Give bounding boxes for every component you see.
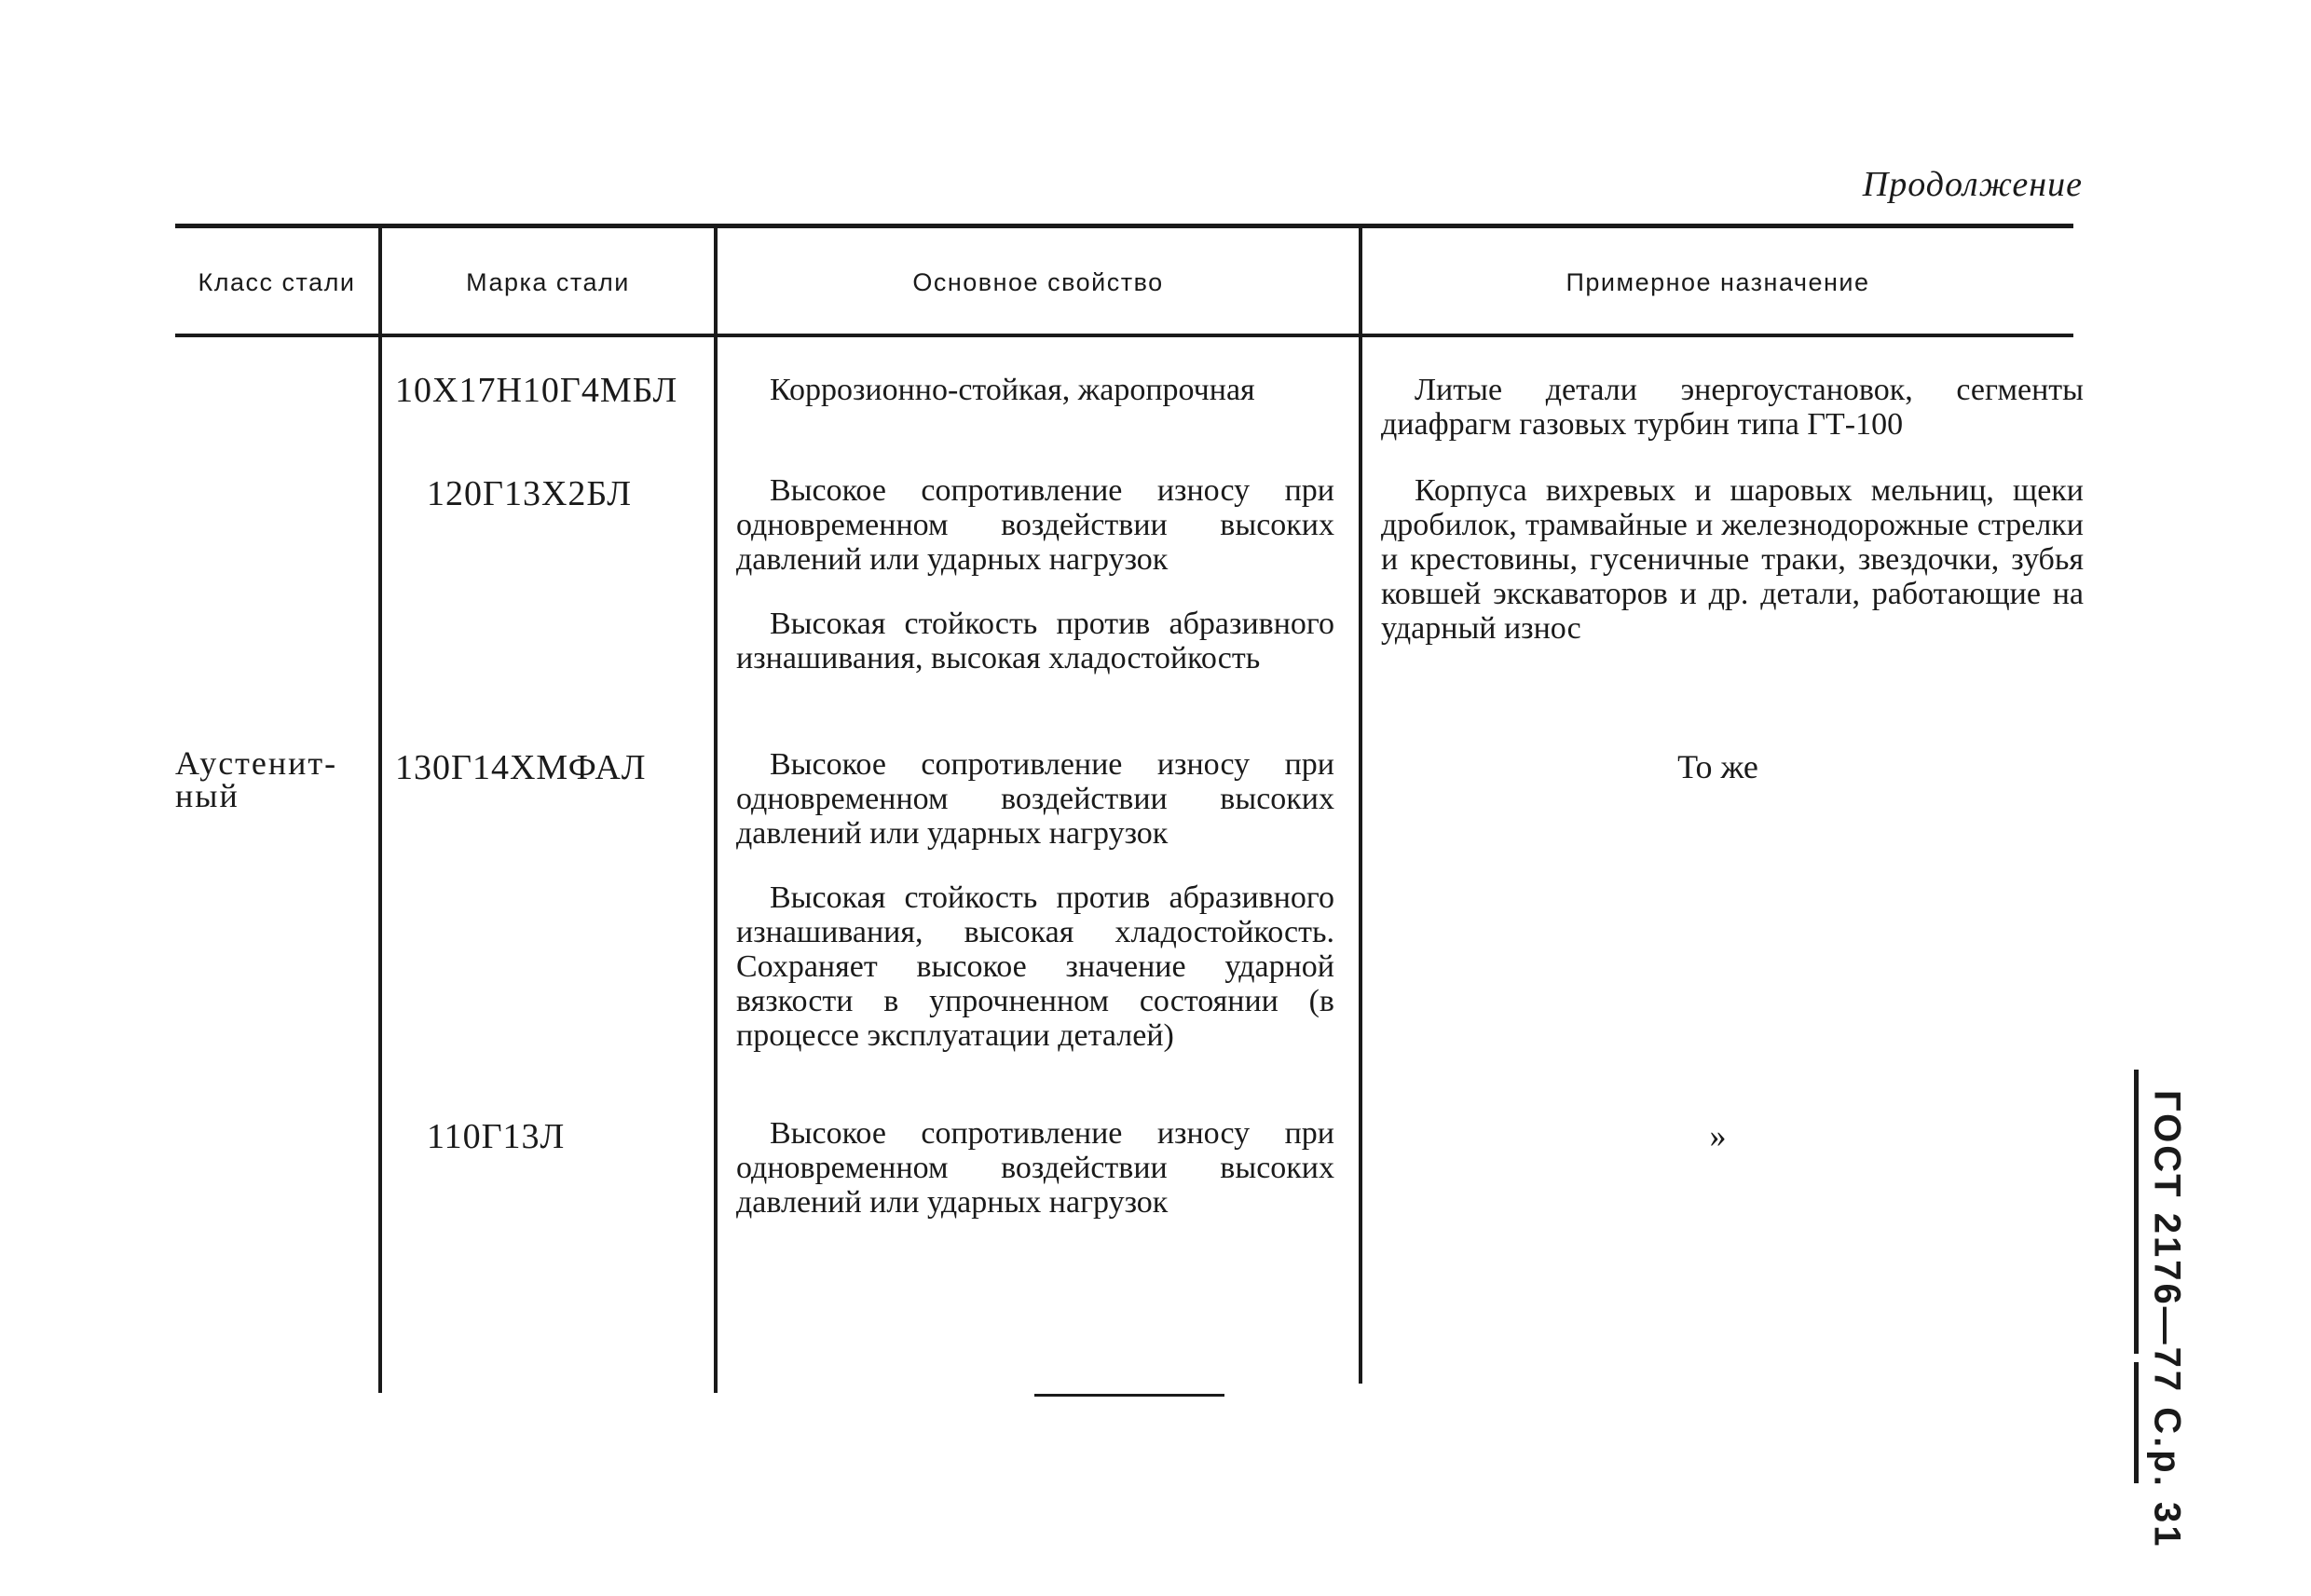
header-steel-class: Класс стали	[198, 268, 356, 296]
property-cell: Высокая стойкость против абразивного изнашивания, высокая хладостойкость	[736, 607, 1334, 675]
purpose-cell: Корпуса вихревых и шаровых мельниц, щеки дробилок, трамвайные и железнодорожные стрелки и крестовины, гусеничные траки, звездочки, зубья ковшей экскаваторов и др. детали, работающие на ударный износ	[1381, 473, 2084, 646]
column-divider-2	[714, 228, 718, 1393]
property-cell: Высокое сопротивление износу при одновременном воздействии высоких давлений или ударных нагрузок	[736, 473, 1334, 577]
header-steel-grade: Марка стали	[466, 268, 630, 296]
steel-grade-cell: 110Г13Л	[427, 1117, 566, 1156]
standard-page-label-text: ГОСТ 2176—77 С.р. 31	[2146, 1090, 2188, 1549]
header-main-property: Основное свойство	[912, 268, 1164, 296]
table-end-rule	[1034, 1394, 1224, 1397]
steel-class-cell: Аустенит-ный	[175, 744, 338, 814]
steel-grade-cell: 10Х17Н10Г4МБЛ	[395, 371, 678, 410]
purpose-cell: То же	[1677, 748, 1758, 785]
standard-page-label	[2139, 1090, 2195, 1549]
column-divider-1	[378, 228, 382, 1393]
table-header-rule	[175, 334, 2073, 337]
property-cell: Высокое сопротивление износу при одновременном воздействии высоких давлений или ударных нагрузок	[736, 747, 1334, 851]
property-cell: Высокая стойкость против абразивного изнашивания, высокая хладостойкость. Сохраняет высокое значение ударной вязкости в упрочненном состоянии (в процессе эксплуатации деталей)	[736, 880, 1334, 1053]
header-purpose: Примерное назначение	[1566, 268, 1870, 296]
table-top-rule	[175, 224, 2073, 228]
purpose-cell: »	[1709, 1117, 1727, 1154]
steel-grade-cell: 130Г14ХМФАЛ	[395, 748, 647, 787]
continuation-label: Продолжение	[1862, 165, 2083, 204]
column-divider-3	[1359, 228, 1362, 1384]
property-cell: Коррозионно-стойкая, жаропрочная	[770, 373, 1255, 407]
property-cell: Высокое сопротивление износу при одновременном воздействии высоких давлений или ударных нагрузок	[736, 1116, 1334, 1220]
steel-grade-cell: 120Г13Х2БЛ	[427, 474, 633, 513]
purpose-cell: Литые детали энергоустановок, сегменты диафрагм газовых турбин типа ГТ-100	[1381, 373, 2084, 442]
